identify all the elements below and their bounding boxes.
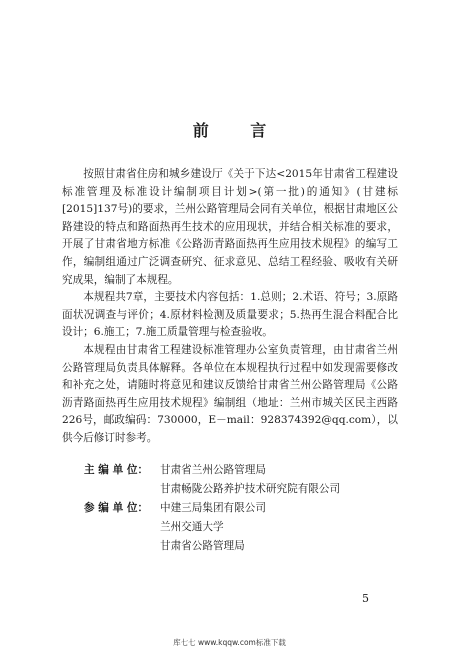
paragraph-2: 本规程共7章，主要技术内容包括：1.总则；2.术语、符号；3.原路面状况调查与评价；4.原材料检测及质量要求；5.热再生混合料配合比设计；6.施工；7.施工质量管理与检查验收。 [62, 291, 398, 339]
participating-units-row [84, 499, 340, 556]
paragraph-3: 本规程由甘肃省工程建设标准管理办公室负责管理，由甘肃省兰州公路管理局负责具体解释。各单位在本规程执行过程中如发现需要修改和补充之处，请随时将意见和建议反馈给甘肃省兰州公路管理局《公路沥青路面热再生应用技术规程》编制组（地址：兰州市城关区民主西路226号，邮政编码：730000，E－mail：928374392@qq.com），以供今后修订时参考。 [62, 343, 398, 444]
footer-watermark: 库七七 www.kqqw.com标准下载 [173, 638, 286, 647]
chief-units-row [84, 461, 340, 499]
chief-unit: 甘肃畅陇公路养护技术研究院有限公司 [160, 483, 341, 495]
participating-units-label: 参 编 单 位： [84, 502, 149, 514]
chief-units-label: 主 编 单 位： [84, 464, 149, 476]
participating-unit: 中建三局集团有限公司 [160, 502, 266, 514]
participating-units-list [160, 499, 266, 556]
participating-unit: 兰州交通大学 [160, 521, 224, 533]
paragraph-1: 按照甘肃省住房和城乡建设厅《关于下达<2015年甘肃省工程建设标准管理及标准设计编制项目计划>(第一批)的通知》(甘建标[2015]137号)的要求，兰州公路管理局会同有关单位，根据甘肃地区公路建设的特点和路面热再生技术的应用现状，并结合相关标准的要求，开展了甘肃省地方标准《公路沥青路面热再生应用技术规程》的编写工作，编制组通过广泛调查研究、征求意见、总结工程经验、吸收有关研究成果，编制了本规程。 [62, 168, 398, 286]
chief-unit: 甘肃省兰州公路管理局 [160, 464, 266, 476]
page-number: 5 [362, 592, 369, 605]
chief-units-list [160, 461, 340, 499]
participating-unit: 甘肃省公路管理局 [160, 540, 245, 552]
organizations-block [84, 461, 340, 556]
preface-body [62, 166, 398, 448]
page-title: 前 言 [192, 121, 285, 140]
